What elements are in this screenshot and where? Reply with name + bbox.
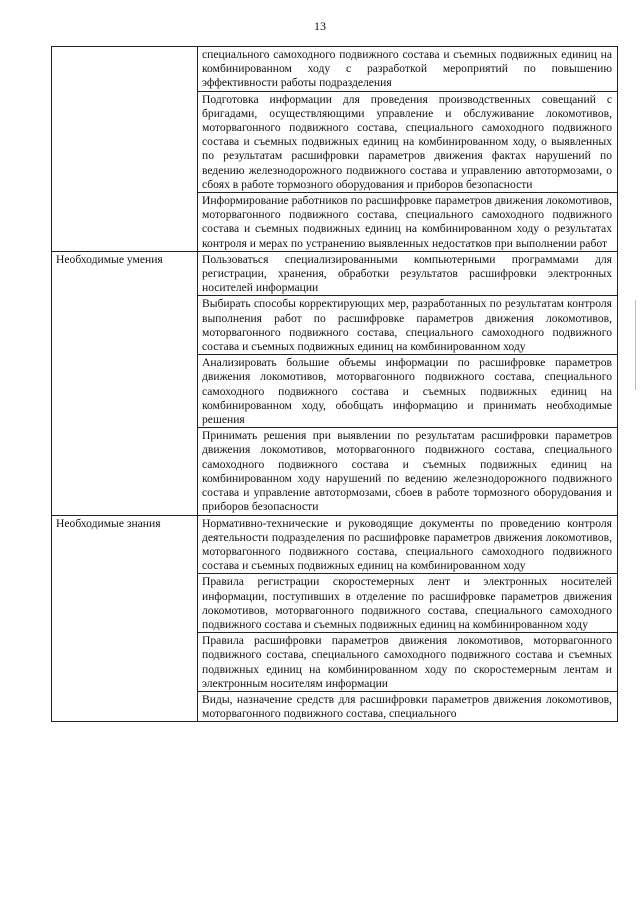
- section-label-knowledge: Необходимые знания: [52, 515, 198, 722]
- table-cell-label: [52, 47, 198, 252]
- table-row: [52, 515, 618, 574]
- table-cell-text: Информирование работников по расшифровке параметров движения локомотивов, моторвагонного подвижного состава, специального самоходного подвижного состава и съемных подвижных единиц на комбинированном ходу о результатах контроля и мерах по устранению выявленных недостатков при выполнении работ: [198, 193, 618, 252]
- table-cell-text: Правила расшифровки параметров движения локомотивов, моторвагонного подвижного состава, специального самоходного подвижного состава и съемных подвижных единиц на комбинированном ходу по скоростемерным лентам и электронным носителям информации: [198, 633, 618, 692]
- page-number: 13: [314, 19, 326, 33]
- table-cell-text: Подготовка информации для проведения производственных совещаний с бригадами, осуществляющими управление и обслуживание локомотивов, моторвагонного подвижного состава, специального самоходного подвижного состава и съемных подвижных единиц на комбинированном ходу, о выявленных по результатам расшифровки параметров движения фактах нарушений по ведению железнодорожного подвижного состава и управлению автотормозами, о сбоях в работе тормозного оборудования и приборов безопасности: [198, 91, 618, 192]
- scan-edge-mark: [635, 300, 636, 390]
- table-cell-text: Правила регистрации скоростемерных лент и электронных носителей информации, поступивших в отделение по расшифровке параметров движения локомотивов, моторвагонного подвижного состава, специального самоходного подвижного состава и съемных подвижных единиц на комбинированном ходу: [198, 574, 618, 633]
- table-cell-text: Нормативно-технические и руководящие документы по проведению контроля деятельности подразделения по расшифровке параметров движения локомотивов, моторвагонного подвижного состава, специального самоходного подвижного состава и съемных подвижных единиц на комбинированном ходу: [198, 515, 618, 574]
- section-label-skills: Необходимые умения: [52, 251, 198, 515]
- content-table: [51, 46, 618, 722]
- table-cell-text: специального самоходного подвижного состава и съемных подвижных единиц на комбинированном ходу с разработкой мероприятий по повышению эффективности работы подразделения: [198, 47, 618, 92]
- table-cell-text: Пользоваться специализированными компьютерными программами для регистрации, хранения, обработки результатов расшифровки электронных носителей информации: [198, 251, 618, 296]
- table-row: [52, 251, 618, 296]
- table-cell-text: Анализировать большие объемы информации по расшифровке параметров движения локомотивов, моторвагонного подвижного состава, специального самоходного подвижного состава и съемных подвижных единиц на комбинированном ходу, обобщать информацию и принимать необходимые решения: [198, 355, 618, 428]
- table-cell-text: Принимать решения при выявлении по результатам расшифровки параметров движения локомотивов, моторвагонного подвижного состава, специального самоходного подвижного состава и съемных подвижных единиц на комбинированном ходу нарушений по ведению железнодорожного подвижного состава и управление автотормозами, сбоев в работе тормозного оборудования и приборов безопасности: [198, 428, 618, 515]
- table-cell-text: Выбирать способы корректирующих мер, разработанных по результатам контроля выполнения работ по расшифровке параметров движения локомотивов, моторвагонного подвижного состава, специального самоходного подвижного состава и съемных подвижных единиц на комбинированном ходу: [198, 296, 618, 355]
- table-row: [52, 47, 618, 92]
- table-cell-text: Виды, назначение средств для расшифровки параметров движения локомотивов, моторвагонного подвижного состава, специального: [198, 691, 618, 721]
